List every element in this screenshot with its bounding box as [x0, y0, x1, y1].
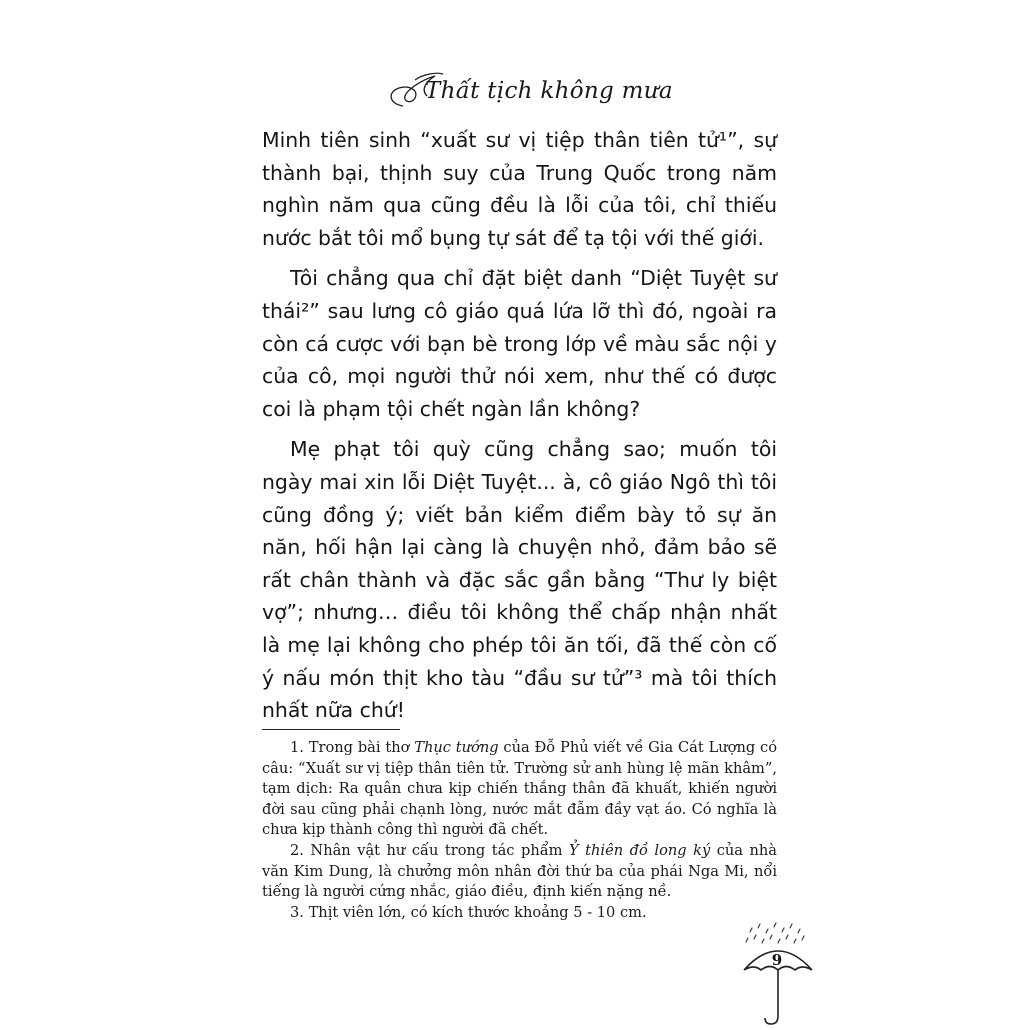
umbrella-rain-icon [738, 920, 818, 1030]
footnotes [262, 738, 777, 923]
footnote-divider [262, 729, 400, 730]
work-title: Thục tướng [414, 739, 499, 756]
paragraph: Minh tiên sinh “xuất sư vị tiệp thân tiên tử¹”, sự thành bại, thịnh suy của Trung Quốc trong năm nghìn năm qua cũng đều là lỗi của tôi, chỉ thiếu nước bắt tôi mổ bụng tự sát để tạ tội với thế giới. [262, 128, 777, 250]
paragraph: Mẹ phạt tôi quỳ cũng chẳng sao; muốn tôi ngày mai xin lỗi Diệt Tuyệt... à, cô giáo Ngô thì tôi cũng đồng ý; viết bản kiểm điểm bày tỏ sự ăn năn, hối hận lại càng là chuyện nhỏ, đảm bảo sẽ rất chân thành và đặc sắc gần bằng “Thư ly biệt vợ”; nhưng… điều tôi không thể chấp nhận nhất là mẹ lại không cho phép tôi ăn tối, đã thế còn cố ý nấu món thịt kho tàu “đầu sư tử”³ mà tôi thích nhất nữa chứ! [262, 437, 777, 723]
body-text [262, 124, 777, 727]
running-head [385, 66, 673, 116]
footnote: 2. Nhân vật hư cấu trong tác phẩm Ỷ thiên đồ long ký của nhà văn Kim Dung, là chưởng môn nhân đời thứ ba của phái Nga Mi, nổi tiếng là người cứng nhắc, giáo điều, định kiến nặng nề. [262, 841, 777, 901]
footnote: 3. Thịt viên lớn, có kích thước khoảng 5 - 10 cm. [290, 903, 647, 921]
paragraph: Tôi chẳng qua chỉ đặt biệt danh “Diệt Tuyệt sư thái²” sau lưng cô giáo quá lứa lỡ thì đó, ngoài ra còn cá cược với bạn bè trong lớp về màu sắc nội y của cô, mọi người thử nói xem, như thế có được coi là phạm tội chết ngàn lần không? [262, 266, 777, 421]
page-number: 9 [771, 951, 783, 969]
footnote: 1. Trong bài thơ Thục tướng của Đỗ Phủ viết về Gia Cát Lượng có câu: “Xuất sư vị tiệp thân tiên tử. Trường sử anh hùng lệ mãn khâm”, tạm dịch: Ra quân chưa kịp chiến thắng thân đã khuất, khiến người đời sau cũng phải chạnh lòng, nước mắt đẫm đầy vạt áo. Có nghĩa là chưa kịp thành công thì người đã chết. [262, 739, 777, 839]
running-title: Thất tịch không mưa [425, 78, 673, 104]
work-title: Ỷ thiên đồ long ký [569, 841, 711, 859]
